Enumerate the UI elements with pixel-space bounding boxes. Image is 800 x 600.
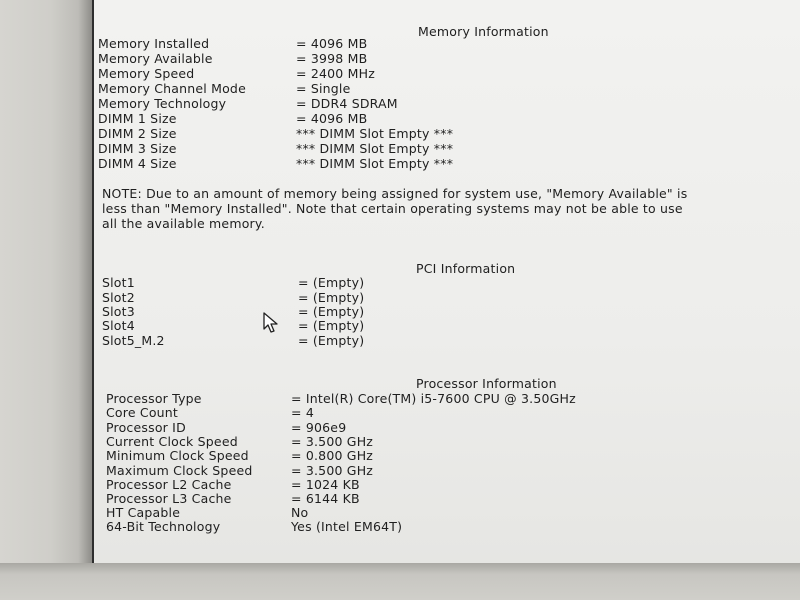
processor-row-label: Core Count <box>106 405 179 420</box>
memory-row-value: *** DIMM Slot Empty *** <box>296 156 454 171</box>
pci-section-title: PCI Information <box>416 261 516 276</box>
memory-note: NOTE: Due to an amount of memory being assigned for system use, "Memory Available" is less than "Memory Installed". Note that certain operating systems may not be able to use all the available memory. <box>102 186 688 231</box>
pci-row-label: Slot1 <box>102 275 135 290</box>
memory-row-label: Memory Installed <box>98 36 210 51</box>
pci-row-label: Slot2 <box>102 290 135 305</box>
pci-row <box>102 275 800 290</box>
pci-row <box>102 318 800 333</box>
processor-row <box>106 405 800 420</box>
memory-row-label: Memory Available <box>98 51 213 66</box>
memory-row <box>98 81 798 96</box>
system-information-panel <box>98 0 798 563</box>
memory-row-label: Memory Speed <box>98 66 195 81</box>
processor-row-value: = 6144 KB <box>291 491 360 506</box>
memory-row-value: *** DIMM Slot Empty *** <box>296 126 454 141</box>
memory-row-value: = DDR4 SDRAM <box>296 96 398 111</box>
memory-row <box>98 36 798 51</box>
memory-row-label: DIMM 4 Size <box>98 156 177 171</box>
pci-row <box>102 290 800 305</box>
processor-row-label: Current Clock Speed <box>106 434 238 449</box>
memory-row <box>98 111 798 126</box>
processor-row <box>106 391 800 406</box>
memory-row <box>98 96 798 111</box>
processor-row <box>106 519 800 534</box>
memory-row-value: = Single <box>296 81 351 96</box>
processor-row <box>106 448 800 463</box>
memory-row-value: *** DIMM Slot Empty *** <box>296 141 454 156</box>
pci-row <box>102 333 800 348</box>
processor-row-label: Maximum Clock Speed <box>106 463 253 478</box>
memory-row-label: DIMM 1 Size <box>98 111 177 126</box>
memory-row-value: = 3998 MB <box>296 51 368 66</box>
processor-row-value: Yes (Intel EM64T) <box>291 519 403 534</box>
memory-row <box>98 66 798 81</box>
memory-row <box>98 126 798 141</box>
processor-row-label: Processor ID <box>106 420 186 435</box>
memory-row <box>98 51 798 66</box>
pci-row-value: = (Empty) <box>298 304 365 319</box>
memory-row-value: = 2400 MHz <box>296 66 375 81</box>
pci-row-value: = (Empty) <box>298 318 365 333</box>
processor-row-label: Processor L3 Cache <box>106 491 232 506</box>
pci-row-label: Slot4 <box>102 318 135 333</box>
memory-row-value: = 4096 MB <box>296 111 368 126</box>
processor-section-title: Processor Information <box>416 376 557 391</box>
processor-row <box>106 505 800 520</box>
processor-row-value: No <box>291 505 309 520</box>
processor-row-label: HT Capable <box>106 505 181 520</box>
processor-row-label: Minimum Clock Speed <box>106 448 249 463</box>
pci-row-label: Slot3 <box>102 304 135 319</box>
memory-section-title: Memory Information <box>418 24 549 39</box>
processor-row-label: Processor Type <box>106 391 202 406</box>
pci-row-value: = (Empty) <box>298 333 365 348</box>
memory-row-label: Memory Technology <box>98 96 227 111</box>
memory-row-label: DIMM 2 Size <box>98 126 177 141</box>
pci-row-value: = (Empty) <box>298 290 365 305</box>
monitor-bezel-bottom <box>0 563 800 600</box>
pci-row-value: = (Empty) <box>298 275 365 290</box>
memory-row-value: = 4096 MB <box>296 36 368 51</box>
processor-row <box>106 420 800 435</box>
memory-row-label: DIMM 3 Size <box>98 141 177 156</box>
processor-row <box>106 463 800 478</box>
bios-screen <box>92 0 800 563</box>
processor-row <box>106 434 800 449</box>
processor-row-value: = 1024 KB <box>291 477 360 492</box>
processor-row-value: = 906e9 <box>291 420 347 435</box>
processor-row-value: = 4 <box>291 405 314 420</box>
processor-row-label: Processor L2 Cache <box>106 477 232 492</box>
pci-row <box>102 304 800 319</box>
processor-row <box>106 477 800 492</box>
pci-row-label: Slot5_M.2 <box>102 333 165 348</box>
memory-row <box>98 156 798 171</box>
memory-row <box>98 141 798 156</box>
processor-row-label: 64-Bit Technology <box>106 519 221 534</box>
memory-row-label: Memory Channel Mode <box>98 81 246 96</box>
processor-row <box>106 491 800 506</box>
processor-row-value: = 0.800 GHz <box>291 448 374 463</box>
monitor-bezel-left <box>0 0 92 600</box>
mouse-pointer-icon <box>263 312 281 334</box>
processor-row-value: = 3.500 GHz <box>291 463 374 478</box>
processor-row-value: = 3.500 GHz <box>291 434 374 449</box>
processor-row-value: = Intel(R) Core(TM) i5-7600 CPU @ 3.50GHz <box>291 391 576 406</box>
